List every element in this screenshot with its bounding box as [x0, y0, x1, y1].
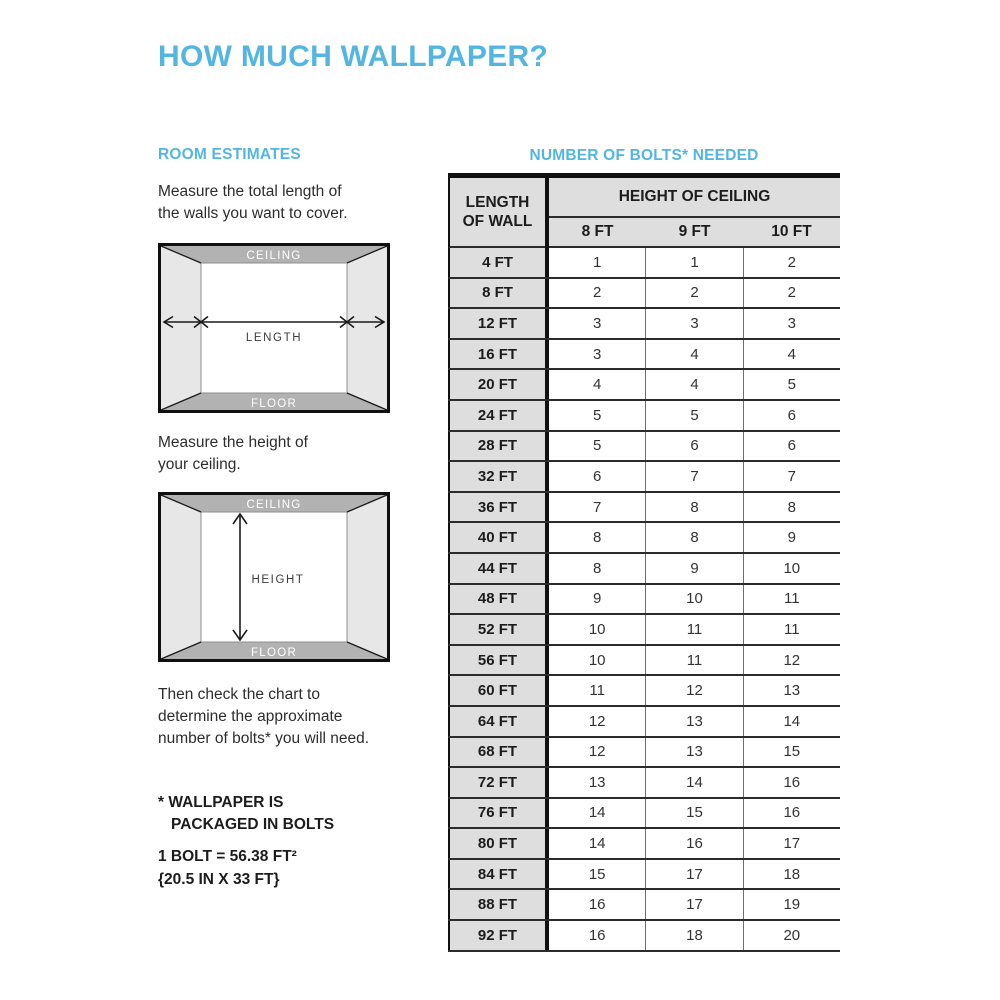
bolts-value-9ft: 8 — [645, 523, 742, 552]
bolts-value-10ft: 14 — [743, 707, 840, 736]
bolts-values-group — [545, 768, 840, 797]
wall-length-cell: 52 FT — [448, 615, 545, 644]
table-row — [448, 401, 840, 432]
bolts-value-10ft: 6 — [743, 401, 840, 430]
ceiling-label: CEILING — [246, 250, 302, 262]
page-title: HOW MUCH WALLPAPER? — [158, 40, 549, 73]
bolts-value-9ft: 12 — [645, 676, 742, 705]
bolts-value-8ft: 16 — [588, 896, 606, 914]
floor-label: FLOOR — [250, 398, 298, 410]
bolts-value-8ft: 14 — [588, 804, 606, 822]
bolts-values-group — [545, 523, 840, 552]
table-row — [448, 921, 840, 952]
bolts-value-8ft: 2 — [592, 284, 602, 302]
bolts-value-9ft: 18 — [645, 921, 742, 950]
table-row — [448, 890, 840, 921]
wallpaper-bolts-note: * WALLPAPER IS PACKAGED IN BOLTS — [158, 794, 335, 833]
bolts-value-9ft: 9 — [645, 554, 742, 583]
bolts-value-10ft: 20 — [743, 921, 840, 950]
bolts-value-10ft: 2 — [743, 279, 840, 308]
bolts-values-group — [545, 615, 840, 644]
bolts-values-group — [545, 554, 840, 583]
bolts-values-group — [545, 799, 840, 828]
table-row — [448, 707, 840, 738]
bolts-values-group — [545, 309, 840, 338]
length-label: LENGTH — [245, 332, 303, 344]
bolts-value-10ft: 12 — [743, 646, 840, 675]
bolts-value-10ft: 9 — [743, 523, 840, 552]
bolts-value-9ft: 11 — [645, 646, 742, 675]
ceiling-height-diagram — [158, 492, 390, 662]
bolts-value-10ft: 17 — [743, 829, 840, 858]
bolts-value-8ft: 12 — [588, 743, 606, 761]
bolts-value-9ft: 16 — [645, 829, 742, 858]
wall-length-cell: 20 FT — [448, 370, 545, 399]
ceiling-label: CEILING — [246, 499, 302, 511]
bolts-value-9ft: 15 — [645, 799, 742, 828]
bolts-value-8ft: 9 — [592, 590, 602, 608]
bolts-value-10ft: 18 — [743, 860, 840, 889]
wall-length-cell: 40 FT — [448, 523, 545, 552]
ceiling-height-subheader-row — [549, 218, 840, 248]
table-row — [448, 738, 840, 769]
bolts-value-10ft: 16 — [743, 799, 840, 828]
wall-length-cell: 64 FT — [448, 707, 545, 736]
bolts-value-9ft: 4 — [645, 340, 742, 369]
bolts-value-9ft: 1 — [645, 248, 742, 277]
wall-length-cell: 88 FT — [448, 890, 545, 919]
floor-label: FLOOR — [250, 647, 298, 659]
bolts-value-9ft: 13 — [645, 707, 742, 736]
table-row — [448, 768, 840, 799]
bolts-value-10ft: 7 — [743, 462, 840, 491]
bolts-value-9ft: 4 — [645, 370, 742, 399]
wall-length-cell: 84 FT — [448, 860, 545, 889]
wall-length-cell: 60 FT — [448, 676, 545, 705]
bolts-value-10ft: 19 — [743, 890, 840, 919]
ceiling-height-subheader-cell: 9 FT — [678, 223, 711, 240]
height-of-ceiling-header: HEIGHT OF CEILING — [549, 178, 840, 218]
right-wall-shape — [347, 246, 387, 410]
table-row — [448, 370, 840, 401]
instruction-measure-height: Measure the height of your ceiling. — [158, 434, 308, 473]
table-row — [448, 615, 840, 646]
instruction-check-chart: Then check the chart to determine the approximate number of bolts* you will need. — [158, 686, 370, 747]
wall-length-cell: 56 FT — [448, 646, 545, 675]
bolts-values-group — [545, 707, 840, 736]
wall-length-cell: 80 FT — [448, 829, 545, 858]
wall-length-cell: 48 FT — [448, 585, 545, 614]
bolts-value-9ft: 7 — [645, 462, 742, 491]
bolts-value-9ft: 3 — [645, 309, 742, 338]
wall-length-cell: 92 FT — [448, 921, 545, 950]
table-header — [448, 178, 840, 248]
bolts-value-8ft: 3 — [592, 314, 602, 332]
wall-length-cell: 36 FT — [448, 493, 545, 522]
bolts-values-group — [545, 646, 840, 675]
bolts-value-8ft: 16 — [588, 926, 606, 944]
bolts-value-8ft: 12 — [588, 712, 606, 730]
bolts-values-group — [545, 370, 840, 399]
bolts-values-group — [545, 340, 840, 369]
table-row — [448, 554, 840, 585]
bolts-values-group — [545, 738, 840, 767]
bolts-value-8ft: 10 — [588, 651, 606, 669]
bolts-value-10ft: 2 — [743, 248, 840, 277]
bolts-value-10ft: 15 — [743, 738, 840, 767]
bolts-value-9ft: 14 — [645, 768, 742, 797]
table-row — [448, 646, 840, 677]
ceiling-height-subheader-cell: 10 FT — [771, 223, 812, 240]
bolts-value-8ft: 11 — [589, 682, 605, 700]
bolts-values-group — [545, 401, 840, 430]
instruction-measure-length: Measure the total length of the walls you want to cover. — [158, 183, 348, 222]
bolts-value-10ft: 5 — [743, 370, 840, 399]
bolts-values-group — [545, 585, 840, 614]
bolts-value-9ft: 17 — [645, 860, 742, 889]
bolts-value-9ft: 2 — [645, 279, 742, 308]
bolts-values-group — [545, 432, 840, 461]
right-wall-shape — [347, 495, 387, 659]
wall-length-cell: 72 FT — [448, 768, 545, 797]
bolts-value-9ft: 8 — [645, 493, 742, 522]
table-row — [448, 799, 840, 830]
bolts-value-10ft: 11 — [743, 585, 840, 614]
room-estimates-heading: ROOM ESTIMATES — [158, 146, 301, 163]
bolt-size-info: 1 BOLT = 56.38 FT² {20.5 IN X 33 FT} — [158, 848, 297, 888]
bolts-values-group — [545, 462, 840, 491]
height-label: HEIGHT — [251, 574, 305, 586]
bolts-values-group — [545, 493, 840, 522]
bolts-value-9ft: 6 — [645, 432, 742, 461]
bolts-values-group — [545, 860, 840, 889]
bolts-value-8ft: 14 — [588, 835, 606, 853]
bolts-values-group — [545, 676, 840, 705]
table-row — [448, 462, 840, 493]
table-row — [448, 340, 840, 371]
bolts-value-10ft: 10 — [743, 554, 840, 583]
bolts-value-10ft: 4 — [743, 340, 840, 369]
wall-length-cell: 32 FT — [448, 462, 545, 491]
bolts-value-9ft: 10 — [645, 585, 742, 614]
bolts-value-8ft: 5 — [592, 437, 602, 455]
bolts-table — [448, 173, 840, 952]
bolts-value-8ft: 7 — [592, 498, 602, 516]
wall-length-cell: 24 FT — [448, 401, 545, 430]
bolts-value-9ft: 17 — [645, 890, 742, 919]
back-wall-shape — [201, 263, 347, 393]
table-row — [448, 585, 840, 616]
wall-length-cell: 68 FT — [448, 738, 545, 767]
table-row — [448, 860, 840, 891]
bolts-value-9ft: 13 — [645, 738, 742, 767]
bolts-value-10ft: 16 — [743, 768, 840, 797]
bolts-value-8ft: 15 — [588, 865, 606, 883]
bolts-value-8ft: 5 — [592, 406, 602, 424]
bolts-needed-heading: NUMBER OF BOLTS* NEEDED — [529, 147, 759, 164]
bolts-value-8ft: 8 — [592, 559, 602, 577]
ceiling-height-subheader-cell: 8 FT — [581, 223, 614, 240]
length-of-wall-header: LENGTH OF WALL — [448, 178, 545, 248]
wall-length-cell: 28 FT — [448, 432, 545, 461]
bolts-value-10ft: 8 — [743, 493, 840, 522]
bolts-value-8ft: 10 — [588, 620, 606, 638]
bolts-values-group — [545, 921, 840, 950]
bolts-value-10ft: 6 — [743, 432, 840, 461]
wall-length-cell: 8 FT — [448, 279, 545, 308]
wall-length-cell: 12 FT — [448, 309, 545, 338]
wall-length-cell: 16 FT — [448, 340, 545, 369]
bolts-values-group — [545, 829, 840, 858]
bolts-value-8ft: 4 — [592, 376, 602, 394]
table-row — [448, 523, 840, 554]
ceiling-height-header-group — [545, 178, 840, 248]
bolts-value-10ft: 3 — [743, 309, 840, 338]
left-wall-shape — [161, 246, 201, 410]
table-row — [448, 248, 840, 279]
bolts-value-8ft: 3 — [592, 345, 602, 363]
room-length-diagram — [158, 243, 390, 413]
bolts-value-10ft: 13 — [743, 676, 840, 705]
left-wall-shape — [161, 495, 201, 659]
bolts-values-group — [545, 248, 840, 277]
wall-length-cell: 44 FT — [448, 554, 545, 583]
bolts-value-9ft: 11 — [645, 615, 742, 644]
bolts-value-9ft: 5 — [645, 401, 742, 430]
table-row — [448, 309, 840, 340]
bolts-values-group — [545, 279, 840, 308]
bolts-value-8ft: 13 — [588, 773, 606, 791]
wall-length-cell: 76 FT — [448, 799, 545, 828]
table-row — [448, 432, 840, 463]
table-row — [448, 829, 840, 860]
bolts-value-8ft: 6 — [592, 467, 602, 485]
bolts-value-8ft: 1 — [592, 253, 602, 271]
table-row — [448, 493, 840, 524]
table-row — [448, 279, 840, 310]
wall-length-cell: 4 FT — [448, 248, 545, 277]
bolts-value-10ft: 11 — [743, 615, 840, 644]
bolts-values-group — [545, 890, 840, 919]
table-row — [448, 676, 840, 707]
bolts-value-8ft: 8 — [592, 529, 602, 547]
table-body — [448, 248, 840, 952]
